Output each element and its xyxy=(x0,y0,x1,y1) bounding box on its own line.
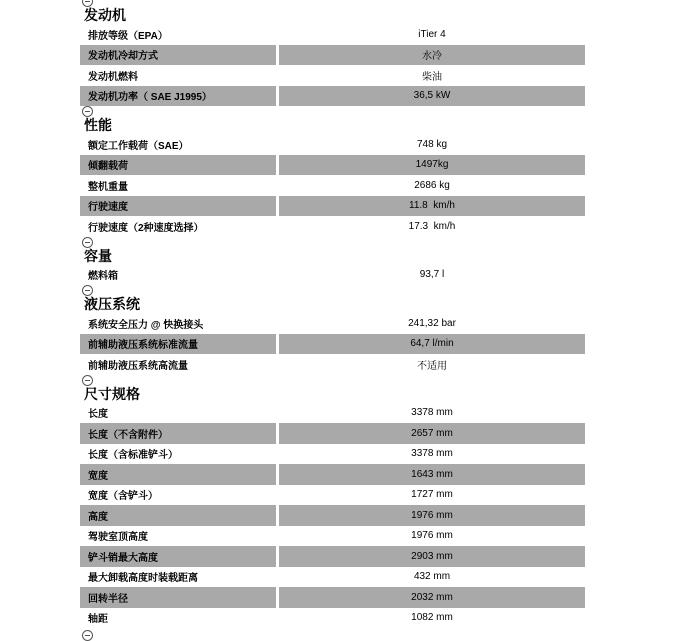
section-capacity-header xyxy=(80,237,585,265)
collapse-minus-icon[interactable] xyxy=(82,0,93,7)
spec-label: 高度 xyxy=(80,505,276,526)
spec-value: 1082 mm xyxy=(411,612,453,624)
spec-value: 241,32 bar xyxy=(408,317,456,329)
collapse-icon-line xyxy=(80,0,585,8)
section-hydraulic-rows xyxy=(80,313,585,375)
spec-value: 17.3 km/h xyxy=(408,220,456,232)
section-performance-header xyxy=(80,106,585,134)
section-title: 容量 xyxy=(84,247,112,264)
table-row xyxy=(80,546,585,567)
table-row xyxy=(80,24,585,45)
section-dimensions-header xyxy=(80,375,585,403)
spec-label: 宽度（含铲斗） xyxy=(88,491,158,503)
section-capacity-rows xyxy=(80,265,585,286)
spec-label: 最大卸载高度时装载距离 xyxy=(88,573,198,585)
collapse-minus-icon[interactable] xyxy=(82,106,93,117)
table-row xyxy=(80,608,585,629)
collapse-icon-line xyxy=(80,106,585,118)
minus-glyph xyxy=(85,290,90,291)
table-row xyxy=(80,134,585,155)
collapse-icon-line xyxy=(80,285,585,297)
spec-label: 铲斗销最大高度 xyxy=(80,546,276,567)
table-row xyxy=(80,196,585,217)
spec-value: 1976 mm xyxy=(279,505,585,526)
spec-value: 不适用 xyxy=(417,360,447,372)
minus-glyph xyxy=(85,1,90,2)
spec-label: 发动机冷却方式 xyxy=(80,45,276,66)
spec-value: 1976 mm xyxy=(411,530,453,542)
spec-label: 整机重量 xyxy=(88,181,128,193)
spec-value: 水冷 xyxy=(279,45,585,66)
minus-glyph xyxy=(85,242,90,243)
spec-value: 1727 mm xyxy=(411,489,453,501)
section-engine-header xyxy=(80,0,585,24)
section-title: 尺寸规格 xyxy=(84,385,140,402)
section-engine xyxy=(80,0,585,106)
table-row xyxy=(80,313,585,334)
spec-value: 36,5 kW xyxy=(279,86,585,107)
spec-value: 柴油 xyxy=(422,71,442,83)
spec-label: 发动机燃料 xyxy=(88,71,138,83)
collapse-icon-line xyxy=(80,237,585,249)
table-row xyxy=(80,334,585,355)
spec-value: 2032 mm xyxy=(279,587,585,608)
spec-value: 11.8 km/h xyxy=(279,196,585,217)
spec-value: 93,7 l xyxy=(419,269,445,281)
table-row xyxy=(80,354,585,375)
table-row xyxy=(80,155,585,176)
spec-label: 宽度 xyxy=(80,464,276,485)
table-row xyxy=(80,86,585,107)
spec-label: 燃料箱 xyxy=(88,271,118,283)
spec-label: 行驶速度（2种速度选择） xyxy=(88,222,204,234)
spec-label: 长度（不含附件） xyxy=(80,423,276,444)
spec-value: 2686 kg xyxy=(414,179,450,191)
collapse-minus-icon[interactable] xyxy=(82,285,93,296)
table-row xyxy=(80,444,585,465)
table-row xyxy=(80,526,585,547)
minus-glyph xyxy=(85,111,90,112)
collapse-icon-line xyxy=(80,628,585,640)
section-title: 性能 xyxy=(84,117,112,133)
spec-value: 1643 mm xyxy=(279,464,585,485)
collapse-minus-icon[interactable] xyxy=(82,237,93,248)
spec-label: 额定工作载荷（SAE） xyxy=(88,140,189,152)
spec-label: 前辅助液压系统高流量 xyxy=(88,360,188,372)
spec-value: 2903 mm xyxy=(279,546,585,567)
spec-sheet xyxy=(80,0,585,640)
table-row xyxy=(80,464,585,485)
table-row xyxy=(80,65,585,86)
spec-label: 排放等级（EPA） xyxy=(88,30,168,42)
spec-label: 回转半径 xyxy=(80,587,276,608)
collapse-minus-icon[interactable] xyxy=(82,375,93,386)
table-row xyxy=(80,403,585,424)
spec-value: 1497kg xyxy=(279,155,585,176)
section-performance xyxy=(80,106,585,237)
table-row xyxy=(80,423,585,444)
collapse-icon-line xyxy=(80,375,585,387)
table-row xyxy=(80,175,585,196)
spec-value: iTier 4 xyxy=(418,28,446,40)
spec-label: 行驶速度 xyxy=(80,196,276,217)
section-dimensions xyxy=(80,375,585,629)
table-row xyxy=(80,45,585,66)
spec-label: 系统安全压力 @ 快换接头 xyxy=(88,319,204,331)
minus-glyph xyxy=(85,380,90,381)
section-dimensions-rows xyxy=(80,403,585,629)
collapse-minus-icon[interactable] xyxy=(82,630,93,641)
table-row xyxy=(80,587,585,608)
section-hydraulic-header xyxy=(80,285,585,313)
spec-value: 2657 mm xyxy=(279,423,585,444)
spec-label: 长度 xyxy=(88,409,108,421)
spec-value: 748 kg xyxy=(416,138,448,150)
spec-value: 3378 mm xyxy=(411,407,453,419)
section-capacity xyxy=(80,237,585,286)
section-performance-rows xyxy=(80,134,585,237)
section-hydraulic xyxy=(80,285,585,375)
spec-label: 驾驶室顶高度 xyxy=(88,532,148,544)
table-row xyxy=(80,216,585,237)
spec-label: 发动机功率（ SAE J1995） xyxy=(80,86,276,107)
spec-value: 3378 mm xyxy=(411,448,453,460)
table-row xyxy=(80,485,585,506)
section-title: 发动机 xyxy=(84,7,126,23)
table-row xyxy=(80,265,585,286)
section-engine-rows xyxy=(80,24,585,106)
spec-value: 432 mm xyxy=(413,571,451,583)
spec-label: 长度（含标准铲斗） xyxy=(88,450,178,462)
table-row xyxy=(80,567,585,588)
spec-label: 倾翻载荷 xyxy=(80,155,276,176)
spec-value: 64,7 l/min xyxy=(279,334,585,355)
spec-label: 前辅助液压系统标准流量 xyxy=(80,334,276,355)
spec-label: 轴距 xyxy=(88,614,108,626)
section-title: 液压系统 xyxy=(84,296,140,312)
minus-glyph xyxy=(85,635,90,636)
table-row xyxy=(80,505,585,526)
